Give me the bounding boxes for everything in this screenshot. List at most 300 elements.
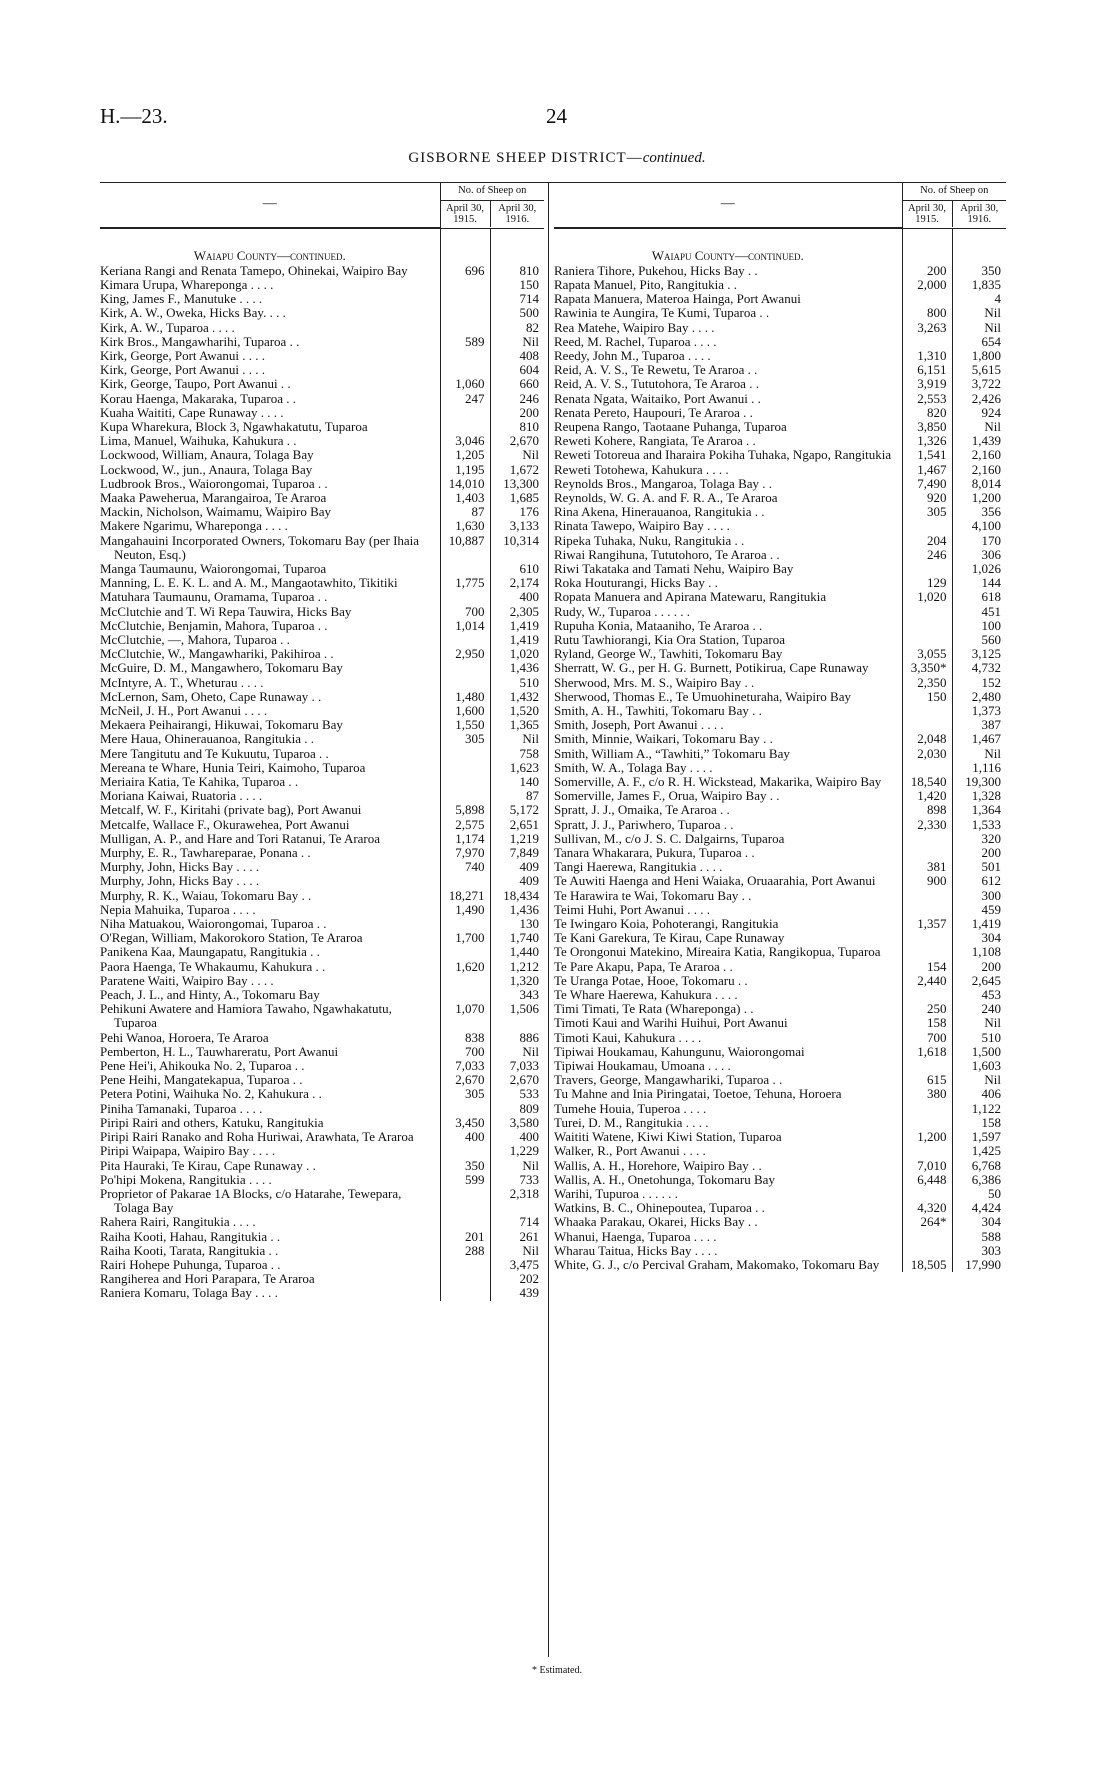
sheep-1916: 200	[952, 960, 1006, 974]
sheep-1915: 18,271	[440, 889, 490, 903]
sheep-1916: 604	[490, 363, 544, 377]
sheep-1915: 4,320	[902, 1201, 952, 1215]
entry-name: Reweti Kohere, Rangiata, Te Araroa . .	[554, 433, 756, 449]
col-1915-header: April 30, 1915.	[902, 201, 952, 228]
sheep-1916: 200	[490, 406, 544, 420]
sheep-1915	[440, 775, 490, 789]
entry-name: Piniha Tamanaki, Tuparoa . . . .	[100, 1100, 263, 1116]
table-row	[554, 420, 1006, 434]
table-row	[554, 903, 1006, 917]
sheep-1916: 560	[952, 633, 1006, 647]
sheep-1916: 170	[952, 534, 1006, 548]
sheep-1916: 409	[490, 874, 544, 888]
entry-name: Te Orongonui Matekino, Mireaira Katia, Rangikopua, Tuparoa	[554, 944, 881, 960]
left-table-body	[100, 228, 544, 1301]
entry-name: Spratt, J. J., Omaika, Te Araroa . .	[554, 802, 730, 818]
entry-name: Kirk, A. W., Tuparoa . . . .	[100, 319, 235, 335]
table-row	[554, 1130, 1006, 1144]
entry-name: O'Regan, William, Makorokoro Station, Te Araroa	[100, 930, 363, 946]
sheep-1916: Nil	[952, 306, 1006, 320]
sheep-1916: 152	[952, 676, 1006, 690]
table-row	[100, 264, 544, 278]
sheep-1915	[440, 789, 490, 803]
entry-name: Reed, M. Rachel, Tuparoa . . . .	[554, 333, 717, 349]
sheep-1915: 900	[902, 874, 952, 888]
sheep-1916: 1,623	[490, 761, 544, 775]
table-row	[100, 377, 544, 391]
sheep-1916: 17,990	[952, 1258, 1006, 1272]
sheep-1916: 158	[952, 1116, 1006, 1130]
entry-name: Metcalf, W. F., Kiritahi (private bag), Port Awanui	[100, 802, 362, 818]
sheep-1915: 1,174	[440, 832, 490, 846]
entry-name: Proprietor of Pakarae 1A Blocks, c/o Hatarahe, Tewepara, Tolaga Bay	[100, 1185, 402, 1216]
table-row	[554, 278, 1006, 292]
sheep-1916: 5,615	[952, 363, 1006, 377]
sheep-1915: 1,070	[440, 1002, 490, 1030]
sheep-1915: 2,330	[902, 818, 952, 832]
table-row	[100, 605, 544, 619]
sheep-1916: 100	[952, 619, 1006, 633]
sheep-1916: 1,419	[952, 917, 1006, 931]
sheep-group-header: No. of Sheep on	[902, 182, 1006, 201]
entry-name: Te Harawira te Wai, Tokomaru Bay . .	[554, 887, 752, 903]
sheep-1916: 1,373	[952, 704, 1006, 718]
sheep-1915	[440, 874, 490, 888]
entry-name: Te Pare Akapu, Papa, Te Araroa . .	[554, 958, 733, 974]
sheep-1915: 696	[440, 264, 490, 278]
sheep-1915: 1,630	[440, 519, 490, 533]
table-row	[554, 818, 1006, 832]
table-row	[100, 477, 544, 491]
entry-name: McLernon, Sam, Oheto, Cape Runaway . .	[100, 688, 322, 704]
sheep-1915: 1,310	[902, 349, 952, 363]
entry-name: Lima, Manuel, Waihuka, Kahukura . .	[100, 433, 297, 449]
sheep-1915: 247	[440, 392, 490, 406]
sheep-1915: 129	[902, 576, 952, 590]
table-row	[100, 1215, 544, 1229]
table-row	[554, 690, 1006, 704]
sheep-1916: 1,436	[490, 903, 544, 917]
entry-name: Warihi, Tupuroa . . . . . .	[554, 1185, 678, 1201]
sheep-1915	[440, 945, 490, 959]
table-row	[554, 1258, 1006, 1272]
table-row	[554, 576, 1006, 590]
table-row	[100, 988, 544, 1002]
table-row	[554, 321, 1006, 335]
entry-name: Travers, George, Mangawhariki, Tuparoa . .	[554, 1072, 783, 1088]
sheep-1916: 343	[490, 988, 544, 1002]
table-row	[554, 1073, 1006, 1087]
entry-name: Whaaka Parakau, Okarei, Hicks Bay . .	[554, 1214, 758, 1230]
sheep-1915: 599	[440, 1173, 490, 1187]
table-row	[554, 519, 1006, 533]
sheep-1915: 1,357	[902, 917, 952, 931]
entry-name: Te Uranga Potae, Hooe, Tokomaru . .	[554, 972, 748, 988]
sheep-1916: 1,020	[490, 647, 544, 661]
entry-name: White, G. J., c/o Percival Graham, Makomako, Tokomaru Bay	[554, 1256, 880, 1272]
table-row	[554, 676, 1006, 690]
entry-name: Te Auwiti Haenga and Heni Waiaka, Oruaarahia, Port Awanui	[554, 873, 876, 889]
column-divider	[548, 182, 549, 1657]
sheep-1915: 1,060	[440, 377, 490, 391]
entry-name: Murphy, E. R., Tawhareparae, Ponana . .	[100, 845, 311, 861]
table-row	[100, 789, 544, 803]
sheep-1915: 1,541	[902, 448, 952, 462]
entry-name: Kirk, George, Port Awanui . . . .	[100, 362, 266, 378]
table-row	[554, 1244, 1006, 1258]
table-row	[100, 1272, 544, 1286]
sheep-1915	[902, 1230, 952, 1244]
entry-name: Korau Haenga, Makaraka, Tuparoa . .	[100, 390, 297, 406]
sheep-1916: 1,520	[490, 704, 544, 718]
sheep-1915: 158	[902, 1016, 952, 1030]
entry-name: Raniera Komaru, Tolaga Bay . . . .	[100, 1285, 278, 1301]
table-row	[554, 860, 1006, 874]
table-row	[554, 619, 1006, 633]
table-row	[100, 278, 544, 292]
sheep-1916: 1,425	[952, 1144, 1006, 1158]
sheep-1915: 18,540	[902, 775, 952, 789]
entry-name: Whanui, Haenga, Tuparoa . . . .	[554, 1228, 717, 1244]
table-row	[554, 974, 1006, 988]
table-row	[554, 889, 1006, 903]
sheep-1915	[440, 974, 490, 988]
entry-name: Raniera Tihore, Pukehou, Hicks Bay . .	[554, 262, 758, 278]
sheep-1916: 400	[490, 590, 544, 604]
table-row	[554, 732, 1006, 746]
sheep-1916: 612	[952, 874, 1006, 888]
table-row	[100, 1031, 544, 1045]
entry-name: Paratene Waiti, Waipiro Bay . . . .	[100, 972, 274, 988]
sheep-1916: Nil	[490, 1045, 544, 1059]
sheep-1916: 1,364	[952, 803, 1006, 817]
sheep-1915: 615	[902, 1073, 952, 1087]
table-row	[100, 874, 544, 888]
left-table	[100, 182, 544, 1301]
entry-name: Mereana te Whare, Hunia Teiri, Kaimoho, Tuparoa	[100, 759, 366, 775]
sheep-1916: 1,328	[952, 789, 1006, 803]
entry-name: Mere Haua, Ohinerauanoa, Rangitukia . .	[100, 731, 315, 747]
sheep-1915	[440, 1215, 490, 1229]
entry-name: Tanara Whakarara, Pukura, Tuparoa . .	[554, 845, 755, 861]
sheep-1916: 1,419	[490, 633, 544, 647]
sheep-1915: 1,618	[902, 1045, 952, 1059]
entry-name: Renata Pereto, Haupouri, Te Araroa . .	[554, 404, 753, 420]
entry-name: Ripeka Tuhaka, Nuku, Rangitukia . .	[554, 532, 745, 548]
sheep-1916: 356	[952, 505, 1006, 519]
sheep-1916: 400	[490, 1130, 544, 1144]
table-row	[100, 1258, 544, 1272]
table-row	[100, 420, 544, 434]
sheep-1916: 1,436	[490, 661, 544, 675]
entry-name: Sherratt, W. G., per H. G. Burnett, Potikirua, Cape Runaway	[554, 660, 869, 676]
sheep-1915	[440, 590, 490, 604]
sheep-1916: 4,100	[952, 519, 1006, 533]
entry-name: Matuhara Taumaunu, Oramama, Tuparoa . .	[100, 589, 328, 605]
sheep-1916: 304	[952, 1215, 1006, 1229]
entry-name: Rawinia te Aungira, Te Kumi, Tuparoa . .	[554, 305, 770, 321]
sheep-1916: 1,440	[490, 945, 544, 959]
sheep-1915	[440, 747, 490, 761]
sheep-1915: 200	[902, 264, 952, 278]
sheep-1915	[902, 903, 952, 917]
sheep-1916: 261	[490, 1230, 544, 1244]
right-table-body	[554, 228, 1006, 1272]
sheep-1916: 176	[490, 505, 544, 519]
sheep-1915: 305	[902, 505, 952, 519]
table-row	[100, 519, 544, 533]
table-row	[554, 434, 1006, 448]
entry-name: Wharau Taitua, Hicks Bay . . . .	[554, 1242, 718, 1258]
table-row	[554, 590, 1006, 604]
table-row	[100, 1002, 544, 1030]
entry-name: McClutchie and T. Wi Repa Tauwira, Hicks Bay	[100, 603, 352, 619]
entry-name: Renata Ngata, Waitaiko, Port Awanui . .	[554, 390, 761, 406]
table-row	[100, 903, 544, 917]
sheep-1915	[440, 633, 490, 647]
table-row	[554, 264, 1006, 278]
sheep-1916: 439	[490, 1286, 544, 1300]
sheep-1915: 1,200	[902, 1130, 952, 1144]
sheep-1915	[902, 988, 952, 1002]
sheep-1915: 1,700	[440, 931, 490, 945]
sheep-1916: 19,300	[952, 775, 1006, 789]
sheep-1916: 6,768	[952, 1159, 1006, 1173]
sheep-1916: 1,419	[490, 619, 544, 633]
sheep-1915	[902, 1102, 952, 1116]
table-row	[100, 505, 544, 519]
left-column	[100, 182, 544, 1301]
table-row	[100, 846, 544, 860]
sheep-1915	[440, 406, 490, 420]
sheep-1916: 1,835	[952, 278, 1006, 292]
sheep-1916: 1,116	[952, 761, 1006, 775]
sheep-1915: 18,505	[902, 1258, 952, 1272]
sheep-1916: 387	[952, 718, 1006, 732]
sheep-1916: 1,108	[952, 945, 1006, 959]
sheep-1915	[902, 846, 952, 860]
page-title	[0, 150, 1114, 167]
entry-name: McClutchie, W., Mangawhariki, Pakihiroa . .	[100, 646, 334, 662]
table-row	[554, 988, 1006, 1002]
sheep-1915: 154	[902, 960, 952, 974]
sheep-1915	[902, 335, 952, 349]
sheep-1915	[440, 1272, 490, 1286]
table-row	[554, 1059, 1006, 1073]
entry-name: Wallis, A. H., Onetohunga, Tokomaru Bay	[554, 1171, 775, 1187]
sheep-1916: 4	[952, 292, 1006, 306]
entry-name: Meriaira Katia, Te Kahika, Tuparoa . .	[100, 774, 299, 790]
table-row	[554, 1045, 1006, 1059]
sheep-1915: 87	[440, 505, 490, 519]
entry-name: Spratt, J. J., Pariwhero, Tuparoa . .	[554, 816, 734, 832]
entry-name: Mangahauini Incorporated Owners, Tokomaru Bay (per Ihaia Neuton, Esq.)	[100, 532, 420, 562]
entry-name: Te Kani Garekura, Te Kirau, Cape Runaway	[554, 930, 785, 946]
sheep-1916: 810	[490, 420, 544, 434]
sheep-1916: 304	[952, 931, 1006, 945]
sheep-1915: 3,263	[902, 321, 952, 335]
sheep-1916: 809	[490, 1102, 544, 1116]
sheep-1916: 1,672	[490, 463, 544, 477]
table-row	[554, 960, 1006, 974]
entry-name: Rapata Manuel, Pito, Rangitukia . .	[554, 276, 738, 292]
entry-name: Lockwood, W., jun., Anaura, Tolaga Bay	[100, 461, 313, 477]
sheep-1915: 2,440	[902, 974, 952, 988]
sheep-1915: 1,620	[440, 960, 490, 974]
table-row	[100, 945, 544, 959]
entry-name: Raiha Kooti, Tarata, Rangitukia . .	[100, 1242, 279, 1258]
sheep-1916: 451	[952, 605, 1006, 619]
table-row	[100, 1087, 544, 1101]
table-row	[100, 1244, 544, 1258]
entry-name: Kirk Bros., Mangawharihi, Tuparoa . .	[100, 333, 300, 349]
sheep-1915: 920	[902, 491, 952, 505]
sheep-1916: 533	[490, 1087, 544, 1101]
sheep-1915: 2,030	[902, 747, 952, 761]
sheep-1915	[440, 321, 490, 335]
table-row	[554, 363, 1006, 377]
entry-name: Sullivan, M., c/o J. S. C. Dalgairns, Tuparoa	[554, 830, 785, 846]
sheep-1915	[902, 1059, 952, 1073]
entry-name: Piripi Rairi Ranako and Roha Huriwai, Arawhata, Te Araroa	[100, 1129, 414, 1145]
entry-name: Te Iwingaro Koia, Pohoterangi, Rangitukia	[554, 916, 779, 932]
entry-name: McIntyre, A. T., Wheturau . . . .	[100, 674, 264, 690]
table-row	[100, 491, 544, 505]
table-row	[100, 1144, 544, 1158]
table-row	[554, 661, 1006, 675]
table-row	[554, 1144, 1006, 1158]
sheep-1915: 1,480	[440, 690, 490, 704]
entry-name: Tipiwai Houkamau, Kahungunu, Waiorongomai	[554, 1043, 805, 1059]
entry-name: Ryland, George W., Tawhiti, Tokomaru Bay	[554, 646, 783, 662]
sheep-1915: 7,490	[902, 477, 952, 491]
table-row	[100, 1045, 544, 1059]
sheep-1915	[440, 1187, 490, 1215]
sheep-1916: 588	[952, 1230, 1006, 1244]
sheep-1915: 1,420	[902, 789, 952, 803]
entry-name: Rapata Manuera, Materoa Hainga, Port Awanui	[554, 291, 801, 307]
sheep-1916: 500	[490, 306, 544, 320]
sheep-1916: 3,580	[490, 1116, 544, 1130]
entry-name: Murphy, John, Hicks Bay . . . .	[100, 859, 260, 875]
sheep-1916: 2,174	[490, 576, 544, 590]
table-row	[100, 321, 544, 335]
table-row	[100, 690, 544, 704]
sheep-1916: 1,219	[490, 832, 544, 846]
sheep-1915	[440, 278, 490, 292]
entry-name: Maaka Paweherua, Marangairoa, Te Araroa	[100, 489, 327, 505]
entry-name: Tumehe Houia, Tuperoa . . . .	[554, 1100, 707, 1116]
entry-name: Smith, William A., “Tawhiti,” Tokomaru Bay	[554, 745, 790, 761]
sheep-1916: Nil	[952, 1073, 1006, 1087]
entry-name: Mackin, Nicholson, Waimamu, Waipiro Bay	[100, 504, 332, 520]
sheep-1915: 380	[902, 1087, 952, 1101]
table-row	[554, 761, 1006, 775]
entry-name: Rutu Tawhiorangi, Kia Ora Station, Tuparoa	[554, 631, 786, 647]
sheep-1915: 1,550	[440, 718, 490, 732]
entry-name: Te Whare Haerewa, Kahukura . . . .	[554, 987, 738, 1003]
sheep-group-header: No. of Sheep on	[440, 182, 544, 201]
table-row	[554, 491, 1006, 505]
sheep-1915: 740	[440, 860, 490, 874]
table-row	[554, 1201, 1006, 1215]
table-row	[100, 1173, 544, 1187]
sheep-1915: 2,553	[902, 392, 952, 406]
entry-name: Pehikuni Awatere and Hamiora Tawaho, Ngawhakatutu, Tuparoa	[100, 1001, 392, 1031]
sheep-1915: 2,048	[902, 732, 952, 746]
sheep-1916: 3,133	[490, 519, 544, 533]
sheep-1916: 886	[490, 1031, 544, 1045]
sheep-1916: 1,122	[952, 1102, 1006, 1116]
table-row	[100, 889, 544, 903]
sheep-1916: 4,424	[952, 1201, 1006, 1215]
sheep-1915	[902, 1244, 952, 1258]
table-row	[100, 1159, 544, 1173]
entry-name: McGuire, D. M., Mangawhero, Tokomaru Bay	[100, 660, 343, 676]
sheep-1916: 150	[490, 278, 544, 292]
sheep-1915: 3,919	[902, 377, 952, 391]
sheep-1916: 2,645	[952, 974, 1006, 988]
entry-name: Paora Haenga, Te Whakaumu, Kahukura . .	[100, 958, 326, 974]
table-row	[554, 945, 1006, 959]
sheep-1916: 1,365	[490, 718, 544, 732]
sheep-1915: 400	[440, 1130, 490, 1144]
entry-name: Raiha Kooti, Hahau, Rangitukia . .	[100, 1228, 281, 1244]
sheep-1916: 130	[490, 917, 544, 931]
table-row	[554, 846, 1006, 860]
table-row	[100, 292, 544, 306]
table-row	[554, 1102, 1006, 1116]
table-row	[100, 406, 544, 420]
entry-name: Manning, L. E. K. L. and A. M., Mangaotawhito, Tikitiki	[100, 575, 398, 591]
sheep-1916: 758	[490, 747, 544, 761]
sheep-1916: 1,603	[952, 1059, 1006, 1073]
entry-name: Ludbrook Bros., Waiorongomai, Tuparoa . .	[100, 475, 328, 491]
sheep-1915: 2,575	[440, 818, 490, 832]
sheep-1915	[440, 1102, 490, 1116]
table-row	[554, 562, 1006, 576]
entry-name: Pita Hauraki, Te Kirau, Cape Runaway . .	[100, 1157, 316, 1173]
sheep-1915	[902, 761, 952, 775]
sheep-1915: 589	[440, 335, 490, 349]
sheep-1916: 610	[490, 562, 544, 576]
table-row	[554, 931, 1006, 945]
sheep-1916: 2,651	[490, 818, 544, 832]
title-suffix: continued.	[642, 150, 706, 166]
table-row	[100, 392, 544, 406]
sheep-1916: 924	[952, 406, 1006, 420]
entry-name: Petera Potini, Waihuka No. 2, Kahukura . .	[100, 1086, 322, 1102]
sheep-1916: 246	[490, 392, 544, 406]
table-row	[554, 1173, 1006, 1187]
entry-name: Wallis, A. H., Horehore, Waipiro Bay . .	[554, 1157, 762, 1173]
entry-name: Manga Taumaunu, Waiorongomai, Tuparoa	[100, 560, 327, 576]
table-row	[100, 661, 544, 675]
table-row	[554, 1159, 1006, 1173]
entry-name: Pehi Wanoa, Horoera, Te Araroa	[100, 1029, 269, 1045]
table-row	[554, 406, 1006, 420]
sheep-1915: 1,403	[440, 491, 490, 505]
sheep-1916: 8,014	[952, 477, 1006, 491]
entry-name: McClutchie, Benjamin, Mahora, Tuparoa . .	[100, 617, 328, 633]
table-row	[554, 1031, 1006, 1045]
sheep-1916: 733	[490, 1173, 544, 1187]
table-row	[554, 1215, 1006, 1229]
sheep-1916: 1,533	[952, 818, 1006, 832]
sheep-1915: 2,000	[902, 278, 952, 292]
sheep-1915	[902, 1187, 952, 1201]
table-row	[554, 803, 1006, 817]
